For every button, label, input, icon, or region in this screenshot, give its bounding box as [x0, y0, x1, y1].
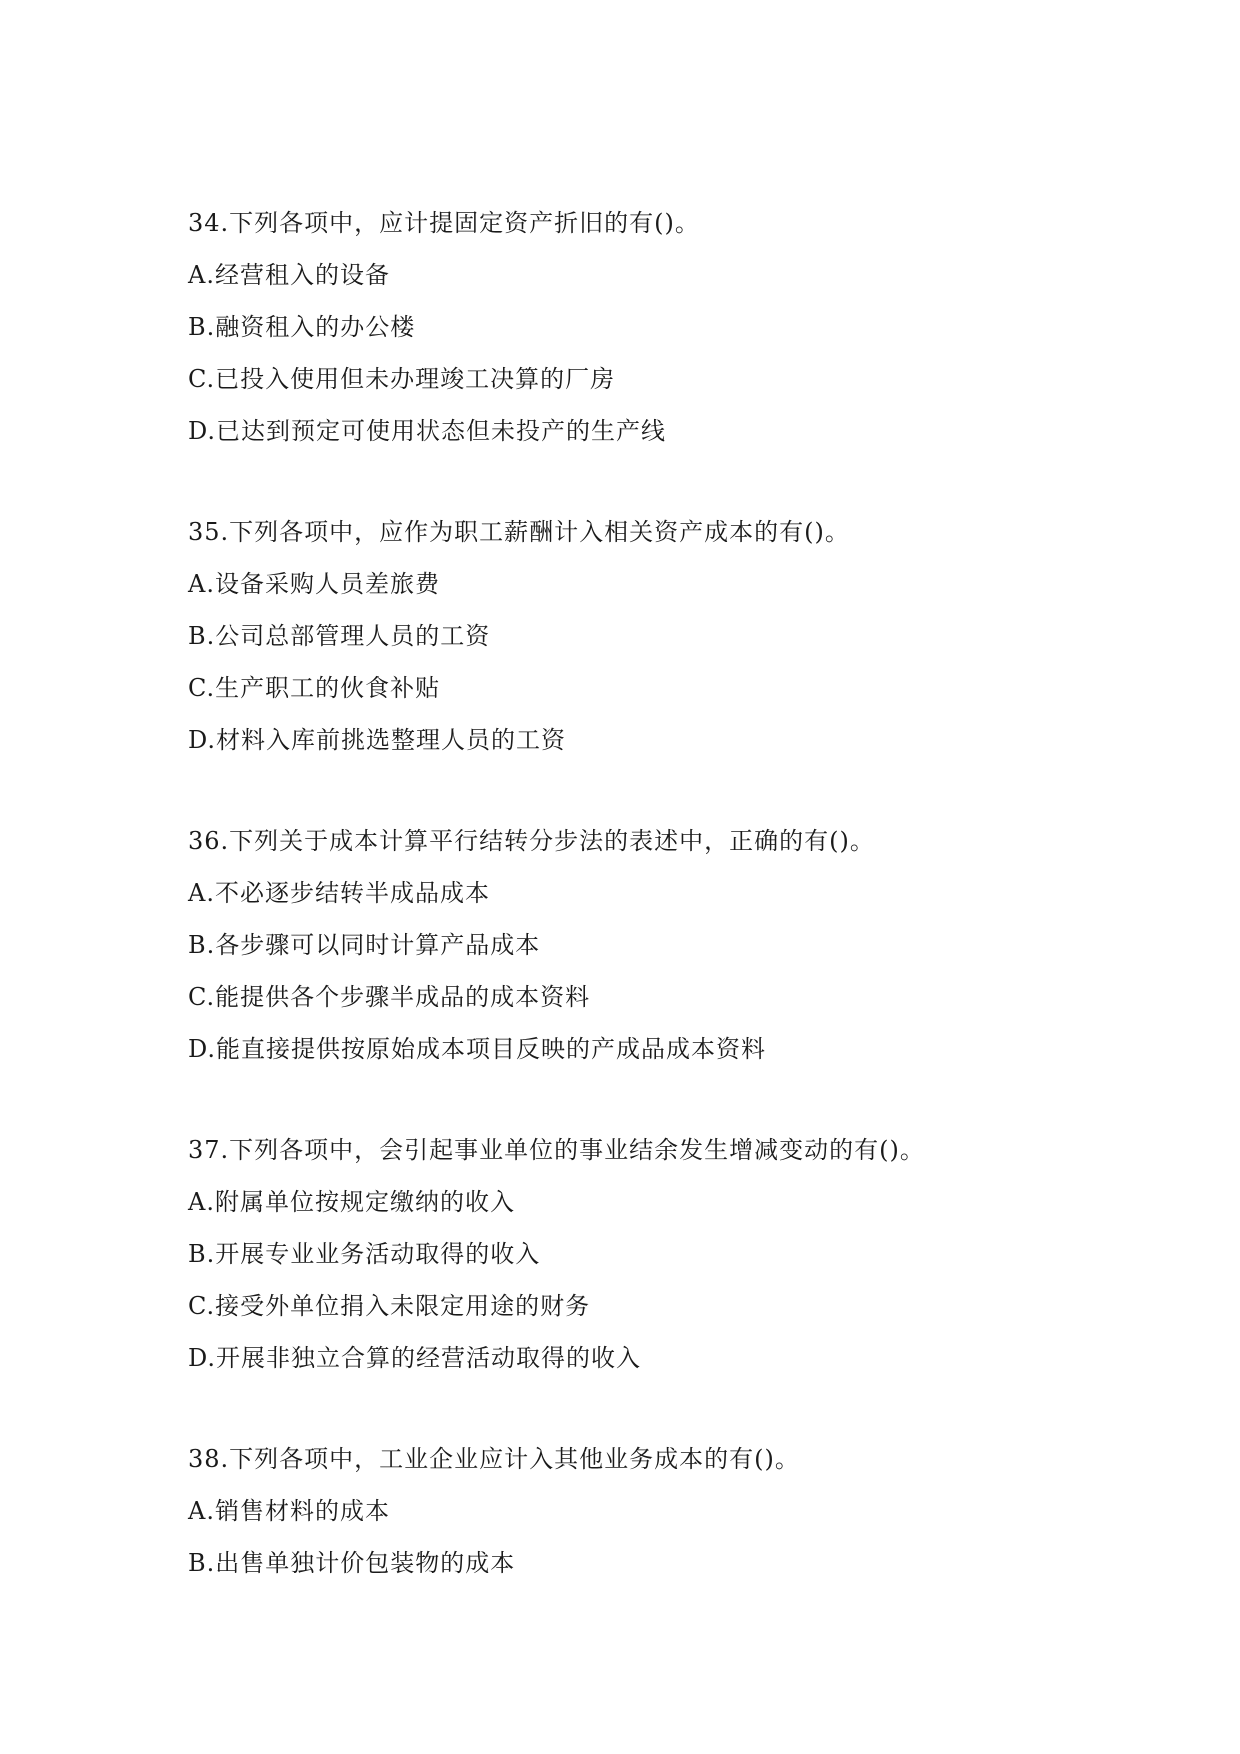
option-b: B.融资租入的办公楼	[188, 313, 416, 341]
option-a: A.附属单位按规定缴纳的收入	[188, 1188, 515, 1216]
option-d: D.能直接提供按原始成本项目反映的产成品成本资料	[188, 1035, 767, 1063]
option-c: C.接受外单位捐入未限定用途的财务	[188, 1292, 591, 1320]
option-d: D.开展非独立合算的经营活动取得的收入	[188, 1344, 642, 1372]
option-c: C.能提供各个步骤半成品的成本资料	[188, 983, 591, 1011]
question-stem: 35.下列各项中，应作为职工薪酬计入相关资产成本的有()。	[188, 518, 850, 546]
option-b: B.公司总部管理人员的工资	[188, 622, 491, 650]
option-a: A.设备采购人员差旅费	[188, 570, 440, 598]
question-stem: 38.下列各项中，工业企业应计入其他业务成本的有()。	[188, 1445, 800, 1473]
option-a: A.经营租入的设备	[188, 261, 390, 289]
option-d: D.材料入库前挑选整理人员的工资	[188, 726, 567, 754]
question-stem: 36.下列关于成本计算平行结转分步法的表述中，正确的有()。	[188, 827, 875, 855]
question-34	[188, 207, 1188, 447]
option-a: A.销售材料的成本	[188, 1497, 390, 1525]
question-37	[188, 1134, 1188, 1374]
question-35	[188, 516, 1188, 756]
option-b: B.出售单独计价包装物的成本	[188, 1549, 516, 1577]
question-38	[188, 1443, 1188, 1579]
question-stem: 34.下列各项中，应计提固定资产折旧的有()。	[188, 209, 700, 237]
option-c: C.已投入使用但未办理竣工决算的厂房	[188, 365, 616, 393]
option-a: A.不必逐步结转半成品成本	[188, 879, 490, 907]
option-c: C.生产职工的伙食补贴	[188, 674, 441, 702]
option-b: B.各步骤可以同时计算产品成本	[188, 931, 541, 959]
question-36	[188, 825, 1188, 1065]
question-stem: 37.下列各项中，会引起事业单位的事业结余发生增减变动的有()。	[188, 1136, 925, 1164]
option-d: D.已达到预定可使用状态但未投产的生产线	[188, 417, 667, 445]
option-b: B.开展专业业务活动取得的收入	[188, 1240, 541, 1268]
